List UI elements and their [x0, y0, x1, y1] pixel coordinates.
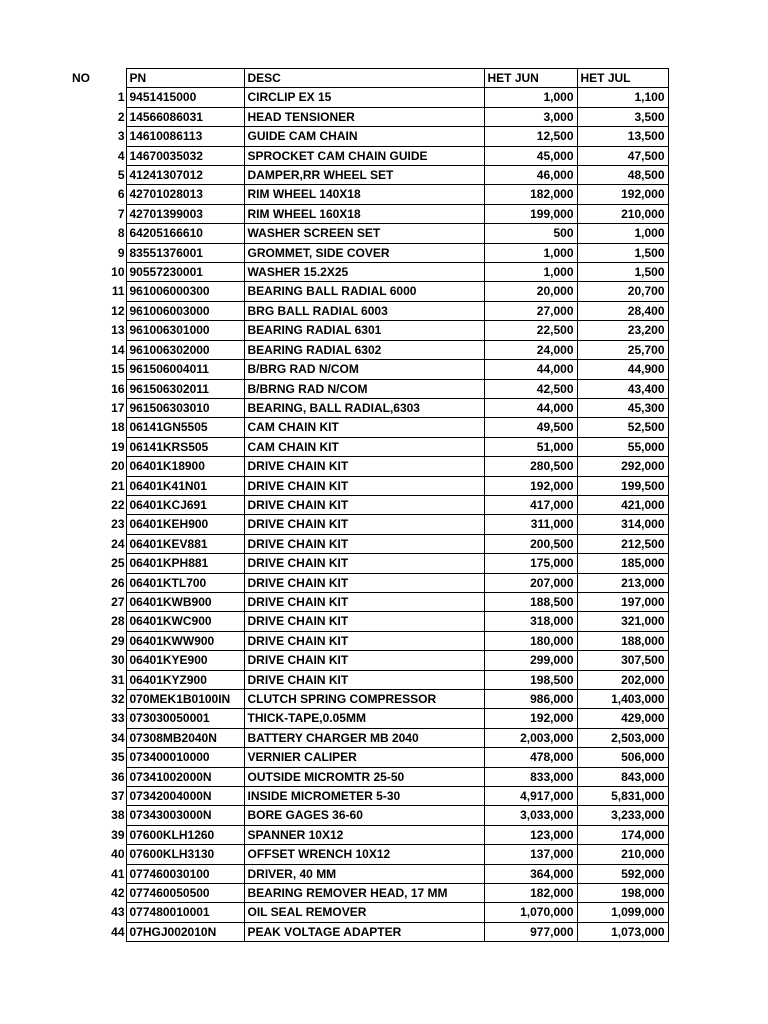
table-row [60, 903, 668, 922]
part-number-cell: 961006000300 [126, 282, 244, 301]
part-number-cell: 64205166610 [126, 224, 244, 243]
het-jun-cell: 280,500 [484, 457, 577, 476]
het-jun-cell: 192,000 [484, 476, 577, 495]
table-row [60, 379, 668, 398]
description-cell: PEAK VOLTAGE ADAPTER [244, 922, 484, 941]
part-number-cell: 06401K18900 [126, 457, 244, 476]
het-jul-cell: 174,000 [577, 825, 668, 844]
part-number-cell: 42701028013 [126, 185, 244, 204]
het-jul-cell: 202,000 [577, 670, 668, 689]
row-number: 22 [111, 497, 125, 512]
description-cell: SPROCKET CAM CHAIN GUIDE [244, 146, 484, 165]
row-number: 8 [117, 226, 125, 241]
description-cell: DRIVE CHAIN KIT [244, 631, 484, 650]
description-cell: GROMMET, SIDE COVER [244, 243, 484, 262]
part-number-cell: 07341002000N [126, 767, 244, 786]
part-number-cell: 9451415000 [126, 88, 244, 107]
row-number: 41 [111, 866, 125, 881]
het-jul-cell: 314,000 [577, 515, 668, 534]
row-number: 2 [117, 109, 125, 124]
row-number: 13 [111, 323, 125, 338]
row-number: 18 [111, 420, 125, 435]
part-number-cell: 06401KWW900 [126, 631, 244, 650]
part-number-cell: 06401KCJ691 [126, 495, 244, 514]
het-jun-cell: 3,000 [484, 107, 577, 126]
description-cell: SPANNER 10X12 [244, 825, 484, 844]
table-row [60, 612, 668, 631]
het-jun-cell: 20,000 [484, 282, 577, 301]
row-number: 24 [111, 536, 125, 551]
het-jun-cell: 2,003,000 [484, 728, 577, 747]
row-number: 11 [111, 284, 125, 299]
description-cell: DRIVE CHAIN KIT [244, 495, 484, 514]
description-cell: BRG BALL RADIAL 6003 [244, 301, 484, 320]
description-cell: BEARING RADIAL 6302 [244, 340, 484, 359]
description-cell: B/BRNG RAD N/COM [244, 379, 484, 398]
table-row [60, 709, 668, 728]
het-jul-cell: 55,000 [577, 437, 668, 456]
table-row [60, 825, 668, 844]
row-number: 15 [111, 362, 125, 377]
description-cell: CAM CHAIN KIT [244, 418, 484, 437]
table-row [60, 845, 668, 864]
het-jul-cell: 13,500 [577, 127, 668, 146]
het-jun-cell: 182,000 [484, 185, 577, 204]
description-cell: DRIVER, 40 MM [244, 864, 484, 883]
row-number: 39 [111, 827, 125, 842]
row-number: 36 [111, 769, 125, 784]
row-number: 38 [111, 808, 125, 823]
het-jul-cell: 506,000 [577, 748, 668, 767]
price-table [60, 68, 669, 942]
row-number: 20 [111, 459, 125, 474]
row-number: 30 [111, 653, 125, 668]
het-jul-cell: 3,500 [577, 107, 668, 126]
description-cell: INSIDE MICROMETER 5-30 [244, 787, 484, 806]
het-jun-cell: 192,000 [484, 709, 577, 728]
description-cell: BEARING BALL RADIAL 6000 [244, 282, 484, 301]
header-pn: PN [126, 69, 244, 88]
part-number-cell: 07600KLH1260 [126, 825, 244, 844]
description-cell: BEARING REMOVER HEAD, 17 MM [244, 884, 484, 903]
part-number-cell: 961006301000 [126, 321, 244, 340]
description-cell: WASHER 15.2X25 [244, 263, 484, 282]
het-jun-cell: 977,000 [484, 922, 577, 941]
het-jul-cell: 1,099,000 [577, 903, 668, 922]
description-cell: DRIVE CHAIN KIT [244, 592, 484, 611]
het-jul-cell: 197,000 [577, 592, 668, 611]
part-number-cell: 961006302000 [126, 340, 244, 359]
part-number-cell: 14610086113 [126, 127, 244, 146]
description-cell: WASHER SCREEN SET [244, 224, 484, 243]
part-number-cell: 90557230001 [126, 263, 244, 282]
part-number-cell: 41241307012 [126, 166, 244, 185]
het-jul-cell: 321,000 [577, 612, 668, 631]
row-number: 5 [117, 168, 125, 183]
header-row [60, 69, 668, 88]
het-jun-cell: 175,000 [484, 554, 577, 573]
row-number: 43 [111, 905, 125, 920]
table-row [60, 690, 668, 709]
row-number: 17 [111, 400, 125, 415]
row-number: 4 [117, 148, 125, 163]
description-cell: DRIVE CHAIN KIT [244, 670, 484, 689]
het-jun-cell: 364,000 [484, 864, 577, 883]
het-jun-cell: 299,000 [484, 651, 577, 670]
row-number: 10 [111, 265, 125, 280]
part-number-cell: 961006003000 [126, 301, 244, 320]
het-jul-cell: 20,700 [577, 282, 668, 301]
het-jun-cell: 478,000 [484, 748, 577, 767]
header-het-jun: HET JUN [484, 69, 577, 88]
het-jul-cell: 212,500 [577, 534, 668, 553]
het-jul-cell: 47,500 [577, 146, 668, 165]
het-jun-cell: 12,500 [484, 127, 577, 146]
het-jun-cell: 199,000 [484, 204, 577, 223]
het-jun-cell: 123,000 [484, 825, 577, 844]
het-jul-cell: 45,300 [577, 398, 668, 417]
table-row [60, 398, 668, 417]
description-cell: DRIVE CHAIN KIT [244, 515, 484, 534]
part-number-cell: 07600KLH3130 [126, 845, 244, 864]
description-cell: DRIVE CHAIN KIT [244, 476, 484, 495]
table-row [60, 437, 668, 456]
description-cell: BORE GAGES 36-60 [244, 806, 484, 825]
het-jul-cell: 188,000 [577, 631, 668, 650]
description-cell: BATTERY CHARGER MB 2040 [244, 728, 484, 747]
table-row [60, 670, 668, 689]
header-no: NO [72, 71, 90, 85]
description-cell: DRIVE CHAIN KIT [244, 573, 484, 592]
table-row [60, 107, 668, 126]
het-jul-cell: 592,000 [577, 864, 668, 883]
het-jun-cell: 45,000 [484, 146, 577, 165]
table-row [60, 224, 668, 243]
het-jun-cell: 137,000 [484, 845, 577, 864]
part-number-cell: 14566086031 [126, 107, 244, 126]
het-jun-cell: 1,000 [484, 243, 577, 262]
het-jun-cell: 180,000 [484, 631, 577, 650]
het-jul-cell: 198,000 [577, 884, 668, 903]
table-row [60, 185, 668, 204]
het-jun-cell: 42,500 [484, 379, 577, 398]
row-number: 37 [111, 789, 125, 804]
het-jun-cell: 200,500 [484, 534, 577, 553]
part-number-cell: 06401KWC900 [126, 612, 244, 631]
het-jul-cell: 1,500 [577, 243, 668, 262]
table-row [60, 806, 668, 825]
het-jun-cell: 27,000 [484, 301, 577, 320]
description-cell: DAMPER,RR WHEEL SET [244, 166, 484, 185]
het-jul-cell: 1,500 [577, 263, 668, 282]
het-jul-cell: 1,073,000 [577, 922, 668, 941]
row-number: 19 [111, 439, 125, 454]
table-row [60, 418, 668, 437]
table-row [60, 592, 668, 611]
row-number: 28 [111, 614, 125, 629]
het-jul-cell: 185,000 [577, 554, 668, 573]
description-cell: CAM CHAIN KIT [244, 437, 484, 456]
table-row [60, 360, 668, 379]
part-number-cell: 073030050001 [126, 709, 244, 728]
het-jul-cell: 307,500 [577, 651, 668, 670]
table-row [60, 554, 668, 573]
part-number-cell: 06141GN5505 [126, 418, 244, 437]
table-row [60, 282, 668, 301]
het-jul-cell: 43,400 [577, 379, 668, 398]
part-number-cell: 07308MB2040N [126, 728, 244, 747]
description-cell: HEAD TENSIONER [244, 107, 484, 126]
description-cell: DRIVE CHAIN KIT [244, 612, 484, 631]
table-row [60, 204, 668, 223]
row-number: 6 [117, 187, 125, 202]
het-jun-cell: 46,000 [484, 166, 577, 185]
table-row [60, 457, 668, 476]
het-jun-cell: 22,500 [484, 321, 577, 340]
row-number: 35 [111, 750, 125, 765]
het-jul-cell: 52,500 [577, 418, 668, 437]
het-jul-cell: 28,400 [577, 301, 668, 320]
part-number-cell: 073400010000 [126, 748, 244, 767]
part-number-cell: 961506302011 [126, 379, 244, 398]
part-number-cell: 07342004000N [126, 787, 244, 806]
description-cell: RIM WHEEL 160X18 [244, 204, 484, 223]
table-row [60, 767, 668, 786]
part-number-cell: 070MEK1B0100IN [126, 690, 244, 709]
het-jun-cell: 198,500 [484, 670, 577, 689]
table-row [60, 495, 668, 514]
table-row [60, 884, 668, 903]
het-jun-cell: 1,070,000 [484, 903, 577, 922]
het-jul-cell: 44,900 [577, 360, 668, 379]
table-row [60, 476, 668, 495]
table-row [60, 88, 668, 107]
description-cell: DRIVE CHAIN KIT [244, 457, 484, 476]
part-number-cell: 83551376001 [126, 243, 244, 262]
row-number: 33 [111, 711, 125, 726]
het-jun-cell: 24,000 [484, 340, 577, 359]
part-number-cell: 06401KPH881 [126, 554, 244, 573]
part-number-cell: 14670035032 [126, 146, 244, 165]
description-cell: RIM WHEEL 140X18 [244, 185, 484, 204]
het-jul-cell: 1,100 [577, 88, 668, 107]
description-cell: BEARING RADIAL 6301 [244, 321, 484, 340]
part-number-cell: 06401KTL700 [126, 573, 244, 592]
table-row [60, 631, 668, 650]
part-number-cell: 077460030100 [126, 864, 244, 883]
row-number: 29 [111, 633, 125, 648]
table-row [60, 864, 668, 883]
table-row [60, 340, 668, 359]
description-cell: DRIVE CHAIN KIT [244, 534, 484, 553]
part-number-cell: 077460050500 [126, 884, 244, 903]
het-jul-cell: 429,000 [577, 709, 668, 728]
price-sheet [60, 68, 669, 942]
het-jul-cell: 192,000 [577, 185, 668, 204]
table-row [60, 748, 668, 767]
description-cell: OUTSIDE MICROMTR 25-50 [244, 767, 484, 786]
description-cell: DRIVE CHAIN KIT [244, 554, 484, 573]
part-number-cell: 42701399003 [126, 204, 244, 223]
het-jun-cell: 182,000 [484, 884, 577, 903]
part-number-cell: 06401KYZ900 [126, 670, 244, 689]
part-number-cell: 07HGJ002010N [126, 922, 244, 941]
table-row [60, 166, 668, 185]
row-number: 31 [111, 672, 125, 687]
description-cell: OFFSET WRENCH 10X12 [244, 845, 484, 864]
part-number-cell: 07343003000N [126, 806, 244, 825]
table-row [60, 573, 668, 592]
row-number: 26 [111, 575, 125, 590]
table-row [60, 243, 668, 262]
het-jun-cell: 51,000 [484, 437, 577, 456]
row-number: 12 [111, 303, 125, 318]
het-jun-cell: 188,500 [484, 592, 577, 611]
header-het-jul: HET JUL [577, 69, 668, 88]
het-jul-cell: 199,500 [577, 476, 668, 495]
het-jul-cell: 210,000 [577, 204, 668, 223]
row-number: 44 [111, 924, 125, 939]
part-number-cell: 06401KYE900 [126, 651, 244, 670]
row-number: 9 [117, 245, 125, 260]
table-row [60, 728, 668, 747]
het-jul-cell: 25,700 [577, 340, 668, 359]
part-number-cell: 06401KEH900 [126, 515, 244, 534]
description-cell: CLUTCH SPRING COMPRESSOR [244, 690, 484, 709]
part-number-cell: 961506303010 [126, 398, 244, 417]
het-jul-cell: 1,000 [577, 224, 668, 243]
part-number-cell: 06401KWB900 [126, 592, 244, 611]
table-row [60, 787, 668, 806]
het-jun-cell: 4,917,000 [484, 787, 577, 806]
row-number: 23 [111, 517, 125, 532]
het-jul-cell: 2,503,000 [577, 728, 668, 747]
het-jun-cell: 417,000 [484, 495, 577, 514]
row-number: 1 [117, 90, 125, 105]
table-row [60, 534, 668, 553]
het-jun-cell: 49,500 [484, 418, 577, 437]
het-jul-cell: 48,500 [577, 166, 668, 185]
table-row [60, 515, 668, 534]
het-jun-cell: 1,000 [484, 88, 577, 107]
het-jun-cell: 986,000 [484, 690, 577, 709]
het-jun-cell: 500 [484, 224, 577, 243]
table-row [60, 127, 668, 146]
part-number-cell: 077480010001 [126, 903, 244, 922]
description-cell: DRIVE CHAIN KIT [244, 651, 484, 670]
het-jul-cell: 5,831,000 [577, 787, 668, 806]
row-number: 40 [111, 847, 125, 862]
het-jun-cell: 44,000 [484, 360, 577, 379]
het-jun-cell: 311,000 [484, 515, 577, 534]
het-jun-cell: 207,000 [484, 573, 577, 592]
het-jul-cell: 23,200 [577, 321, 668, 340]
het-jul-cell: 1,403,000 [577, 690, 668, 709]
row-number: 27 [111, 594, 125, 609]
row-number: 42 [111, 886, 125, 901]
part-number-cell: 06401K41N01 [126, 476, 244, 495]
row-number: 34 [111, 730, 125, 745]
het-jun-cell: 1,000 [484, 263, 577, 282]
part-number-cell: 06141KRS505 [126, 437, 244, 456]
description-cell: BEARING, BALL RADIAL,6303 [244, 398, 484, 417]
row-number: 32 [111, 692, 125, 706]
het-jun-cell: 833,000 [484, 767, 577, 786]
part-number-cell: 06401KEV881 [126, 534, 244, 553]
table-row [60, 301, 668, 320]
description-cell: B/BRG RAD N/COM [244, 360, 484, 379]
header-desc: DESC [244, 69, 484, 88]
row-number: 25 [111, 556, 125, 571]
het-jul-cell: 213,000 [577, 573, 668, 592]
row-number: 3 [117, 129, 125, 144]
description-cell: VERNIER CALIPER [244, 748, 484, 767]
description-cell: GUIDE CAM CHAIN [244, 127, 484, 146]
het-jun-cell: 3,033,000 [484, 806, 577, 825]
table-row [60, 146, 668, 165]
het-jul-cell: 843,000 [577, 767, 668, 786]
table-row [60, 263, 668, 282]
row-number: 16 [111, 381, 125, 396]
description-cell: OIL SEAL REMOVER [244, 903, 484, 922]
row-number: 21 [111, 478, 125, 493]
het-jun-cell: 318,000 [484, 612, 577, 631]
het-jul-cell: 292,000 [577, 457, 668, 476]
part-number-cell: 961506004011 [126, 360, 244, 379]
table-row [60, 321, 668, 340]
description-cell: CIRCLIP EX 15 [244, 88, 484, 107]
table-row [60, 651, 668, 670]
table-body [60, 88, 668, 942]
row-number: 7 [117, 206, 125, 221]
table-row [60, 922, 668, 941]
het-jul-cell: 210,000 [577, 845, 668, 864]
het-jul-cell: 421,000 [577, 495, 668, 514]
row-number: 14 [111, 342, 125, 357]
het-jul-cell: 3,233,000 [577, 806, 668, 825]
description-cell: THICK-TAPE,0.05MM [244, 709, 484, 728]
het-jun-cell: 44,000 [484, 398, 577, 417]
